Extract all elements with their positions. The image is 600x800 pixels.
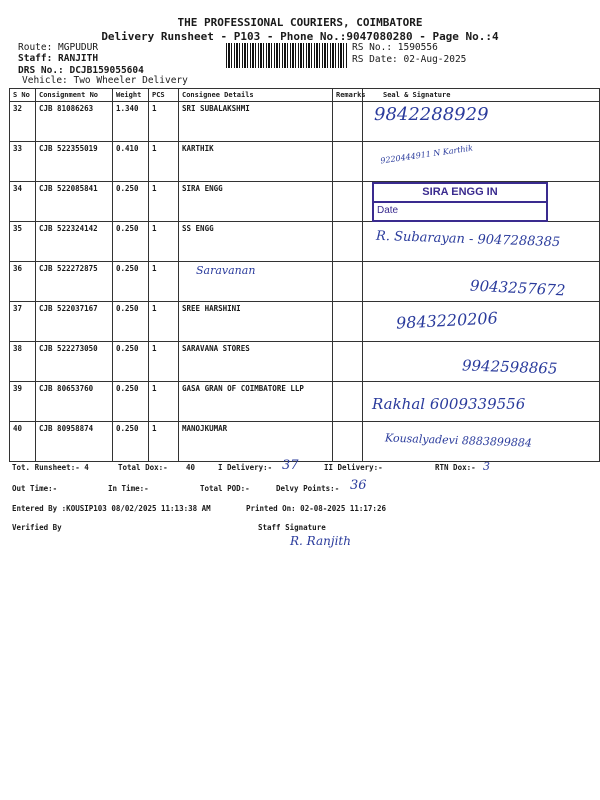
cell-remarks [333, 222, 363, 262]
cell-pcs: 1 [149, 102, 179, 142]
staff-signature-label: Staff Signature [258, 523, 326, 532]
cell-remarks [333, 102, 363, 142]
cell-consignee: MANOJKUMAR [179, 422, 333, 462]
cell-weight: 1.340 [113, 102, 149, 142]
cell-pcs: 1 [149, 382, 179, 422]
handwritten-signature-35: R. Subarayan - 9047288385 [375, 228, 561, 251]
cell-consignment: CJB 522085841 [36, 182, 113, 222]
handwritten-signature-39: Rakhal 6009339556 [372, 395, 526, 413]
entered-by: Entered By :KOUSIP103 08/02/2025 11:13:38 AM [12, 504, 211, 513]
cell-sno: 38 [10, 342, 36, 382]
cell-consignment: CJB 81086263 [36, 102, 113, 142]
handwritten-signature-37: 9843220206 [395, 308, 499, 333]
cell-weight: 0.250 [113, 182, 149, 222]
cell-weight: 0.410 [113, 142, 149, 182]
handwritten-signature-33: 9220444911 N Karthik [379, 143, 474, 166]
col-sno: S No [10, 89, 36, 102]
cell-consignment: CJB 522324142 [36, 222, 113, 262]
total-dox-value: 40 [186, 463, 196, 472]
cell-weight: 0.250 [113, 342, 149, 382]
i-delivery-label: I Delivery:- [218, 463, 273, 472]
table-row [10, 102, 600, 142]
staff-label: Staff: RANJITH [18, 53, 99, 64]
cell-pcs: 1 [149, 302, 179, 342]
cell-pcs: 1 [149, 342, 179, 382]
cell-sno: 36 [10, 262, 36, 302]
table-row [10, 302, 600, 342]
cell-remarks [333, 182, 363, 222]
rtn-dox-value: 3 [483, 460, 490, 473]
route-label: Route: MGPUDUR [18, 42, 99, 53]
company-stamp [372, 182, 548, 222]
cell-consignee: SREE HARSHINI [179, 302, 333, 342]
cell-sno: 33 [10, 142, 36, 182]
col-remarks: Remarks [333, 89, 363, 102]
stamp-date-label: Date [377, 205, 399, 216]
rs-date: RS Date: 02-Aug-2025 [352, 54, 467, 65]
cell-sno: 37 [10, 302, 36, 342]
handwritten-signature-40: Kousalyadevi 8883899884 [384, 431, 533, 450]
ii-delivery-label: II Delivery:- [324, 463, 383, 472]
cell-consignment: CJB 522273050 [36, 342, 113, 382]
i-delivery-value: 37 [282, 458, 299, 473]
cell-consignment: CJB 522355019 [36, 142, 113, 182]
company-title: THE PROFESSIONAL COURIERS, COIMBATORE [177, 16, 423, 29]
cell-remarks [333, 142, 363, 182]
cell-consignee: SRI SUBALAKSHMI [179, 102, 333, 142]
table-row [10, 142, 600, 182]
col-pcs: PCS [149, 89, 179, 102]
vehicle-label: Vehicle: Two Wheeler Delivery [22, 75, 188, 86]
cell-consignment: CJB 522272875 [36, 262, 113, 302]
cell-sno: 39 [10, 382, 36, 422]
cell-pcs: 1 [149, 222, 179, 262]
cell-consignee: SIRA ENGG [179, 182, 333, 222]
total-dox-label: Total Dox:- [118, 463, 168, 472]
rtn-dox-label: RTN Dox:- [435, 463, 476, 472]
cell-sno: 40 [10, 422, 36, 462]
col-signature: Seal & Signature [363, 89, 600, 102]
cell-consignment: CJB 522037167 [36, 302, 113, 342]
verified-by-label: Verified By [12, 523, 62, 532]
handwritten-consignee-36: Saravanan [196, 264, 256, 277]
cell-consignment: CJB 80958874 [36, 422, 113, 462]
barcode-image [226, 43, 348, 68]
col-consignment: Consignment No [36, 89, 113, 102]
cell-pcs: 1 [149, 182, 179, 222]
printed-on: Printed On: 02-08-2025 11:17:26 [246, 504, 386, 513]
cell-weight: 0.250 [113, 262, 149, 302]
cell-weight: 0.250 [113, 222, 149, 262]
out-time-label: Out Time:- [12, 484, 58, 493]
stamp-title: SIRA ENGG IN [374, 184, 546, 203]
cell-sno: 34 [10, 182, 36, 222]
delvy-points-value: 36 [350, 478, 367, 493]
handwritten-signature-32: 9842288929 [374, 104, 489, 125]
col-weight: Weight [113, 89, 149, 102]
tot-runsheet: Tot. Runsheet:- 4 [12, 463, 89, 472]
cell-remarks [333, 342, 363, 382]
cell-consignee: GASA GRAN OF COIMBATORE LLP [179, 382, 333, 422]
cell-consignment: CJB 80653760 [36, 382, 113, 422]
cell-consignee: SS ENGG [179, 222, 333, 262]
cell-sno: 35 [10, 222, 36, 262]
staff-signature-hand: R. Ranjith [290, 534, 351, 548]
cell-weight: 0.250 [113, 422, 149, 462]
cell-remarks [333, 302, 363, 342]
handwritten-signature-38: 9942598865 [461, 356, 558, 378]
col-consignee: Consignee Details [179, 89, 333, 102]
cell-weight: 0.250 [113, 382, 149, 422]
drs-number: DRS No.: DCJB159055604 [18, 65, 144, 76]
cell-weight: 0.250 [113, 302, 149, 342]
cell-pcs: 1 [149, 142, 179, 182]
in-time-label: In Time:- [108, 484, 149, 493]
cell-consignee: SARAVANA STORES [179, 342, 333, 382]
rs-number: RS No.: 1590556 [352, 42, 438, 53]
runsheet-subtitle: Delivery Runsheet - P103 - Phone No.:9047080280 - Page No.:4 [101, 30, 499, 43]
table-header-row [10, 89, 600, 102]
cell-consignee: KARTHIK [179, 142, 333, 182]
cell-pcs: 1 [149, 262, 179, 302]
delvy-points-label: Delvy Points:- [276, 484, 340, 493]
cell-pcs: 1 [149, 422, 179, 462]
handwritten-signature-36: 9043257672 [469, 276, 566, 300]
total-pod-label: Total POD:- [200, 484, 250, 493]
cell-remarks [333, 262, 363, 302]
cell-sno: 32 [10, 102, 36, 142]
cell-remarks [333, 422, 363, 462]
cell-remarks [333, 382, 363, 422]
